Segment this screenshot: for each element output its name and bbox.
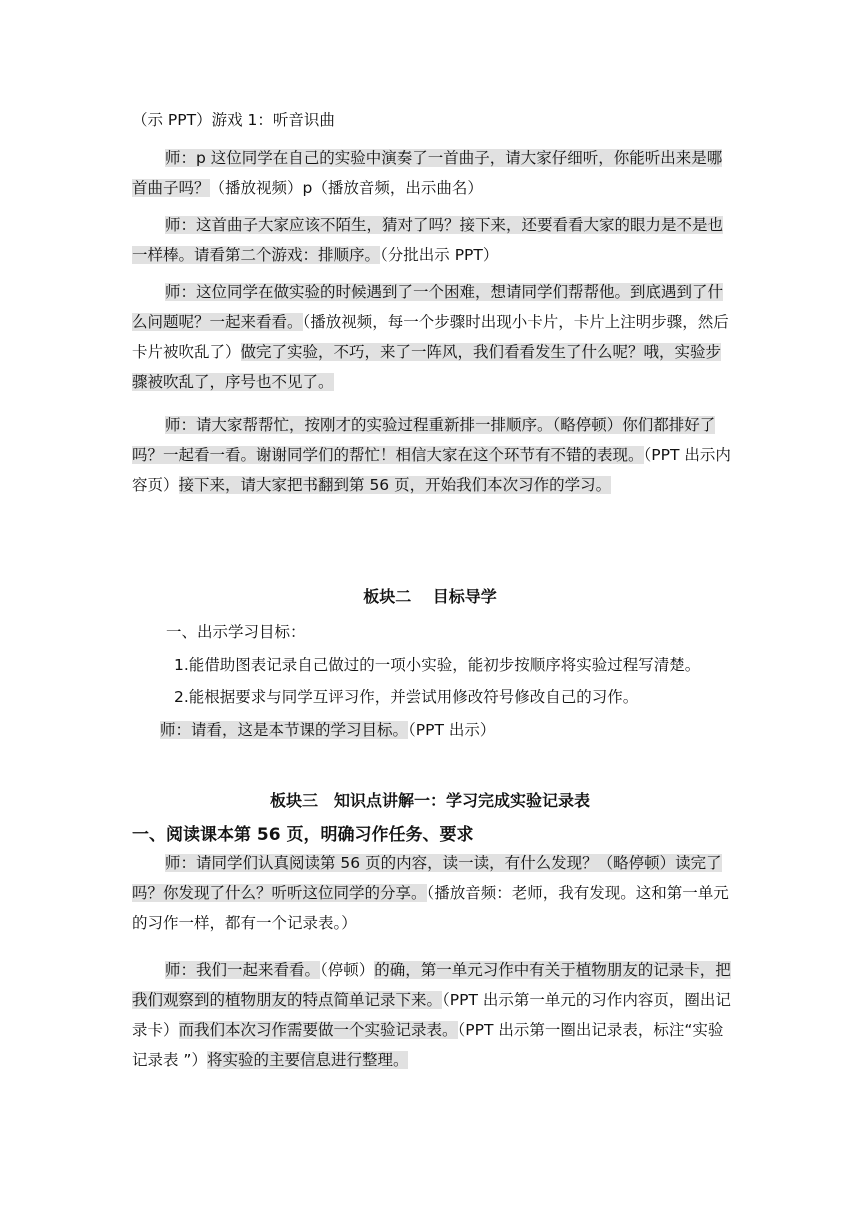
- plain-text: （PPT 出示）: [408, 721, 496, 739]
- plain-text: （PPT 出示第一圈出记录表，标注“实验记录表 ”）: [132, 1021, 724, 1069]
- plain-text: （PPT 出示第一单元的习作内容页，圈出记录卡）: [132, 991, 731, 1039]
- learning-goal-1: 1.能借助图表记录自己做过的一项小实验，能初步按顺序将实验过程写清楚。: [174, 656, 701, 674]
- paragraph: [132, 210, 732, 270]
- highlighted-text: 师：p 这位同学在自己的实验中演奏了一首曲子，请大家仔细听，你能听出来是哪首曲子吗？: [132, 149, 723, 197]
- highlighted-text: 做完了实验，不巧，来了一阵风，我们看看发生了什么呢？哦，实验步骤被吹乱了，序号也不见了。: [132, 343, 722, 391]
- highlighted-text: 师：请同学们认真阅读第 56 页的内容，读一读，有什么发现？（略停顿）读完了吗？你发现了什么？听听这位同学的分享。: [132, 854, 722, 902]
- section-title: 一、阅读课本第 56 页，明确习作任务、要求: [132, 825, 474, 845]
- paragraph: [132, 277, 732, 397]
- plain-text: （分批出示 PPT）: [380, 246, 499, 264]
- highlighted-text: 的确，第一单元习作中有关于植物朋友的记录卡，把我们观察到的植物朋友的特点简单记录下来。: [132, 961, 731, 1009]
- plain-text: （播放视频，每一个步骤时出现小卡片，卡片上注明步骤，然后卡片被吹乱了）: [132, 313, 729, 361]
- paragraph: [132, 848, 732, 938]
- section-heading-block2: 板块二 目标导学: [363, 587, 497, 606]
- paragraph: [132, 143, 732, 203]
- plain-text: （播放视频）p（播放音频，出示曲名）: [209, 179, 483, 197]
- highlighted-text: 而我们本次习作需要做一个实验记录表。: [178, 1021, 458, 1039]
- paragraph: [132, 955, 732, 1075]
- section-heading-block3: 板块三 知识点讲解一：学习完成实验记录表: [269, 791, 590, 810]
- paragraph: [160, 715, 760, 745]
- plain-text: （PPT 出示内容页）: [132, 446, 731, 494]
- highlighted-text: 师：请大家帮帮忙，按刚才的实验过程重新排一排顺序。（略停顿）你们都排好了吗？一起看一看。谢谢同学们的帮忙！相信大家在这个环节有不错的表现。: [132, 416, 716, 464]
- learning-goal-2: 2.能根据要求与同学互评习作，并尝试用修改符号修改自己的习作。: [174, 688, 639, 706]
- game-title: （示 PPT）游戏 1：听音识曲: [132, 111, 335, 129]
- plain-text: （播放音频：老师，我有发现。这和第一单元的习作一样，都有一个记录表。）: [132, 884, 729, 932]
- plain-text: （停顿）: [320, 961, 375, 979]
- highlighted-text: 将实验的主要信息进行整理。: [206, 1051, 409, 1069]
- paragraph: [132, 410, 732, 500]
- highlighted-text: 师：这位同学在做实验的时候遇到了一个困难，想请同学们帮帮他。到底遇到了什么问题呢？一起来看看。: [132, 283, 724, 331]
- highlighted-text: 师：这首曲子大家应该不陌生，猜对了吗？接下来，还要看看大家的眼力是不是也一样棒。请看第二个游戏：排顺序。: [132, 216, 724, 264]
- highlighted-text: 接下来，请大家把书翻到第 56 页，开始我们本次习作的学习。: [178, 476, 612, 494]
- highlighted-text: 师：我们一起来看看。: [165, 961, 321, 979]
- highlighted-text: 师：请看，这是本节课的学习目标。: [160, 721, 409, 739]
- game-title-line: [132, 105, 732, 135]
- goals-subheading: 一、出示学习目标：: [166, 623, 306, 641]
